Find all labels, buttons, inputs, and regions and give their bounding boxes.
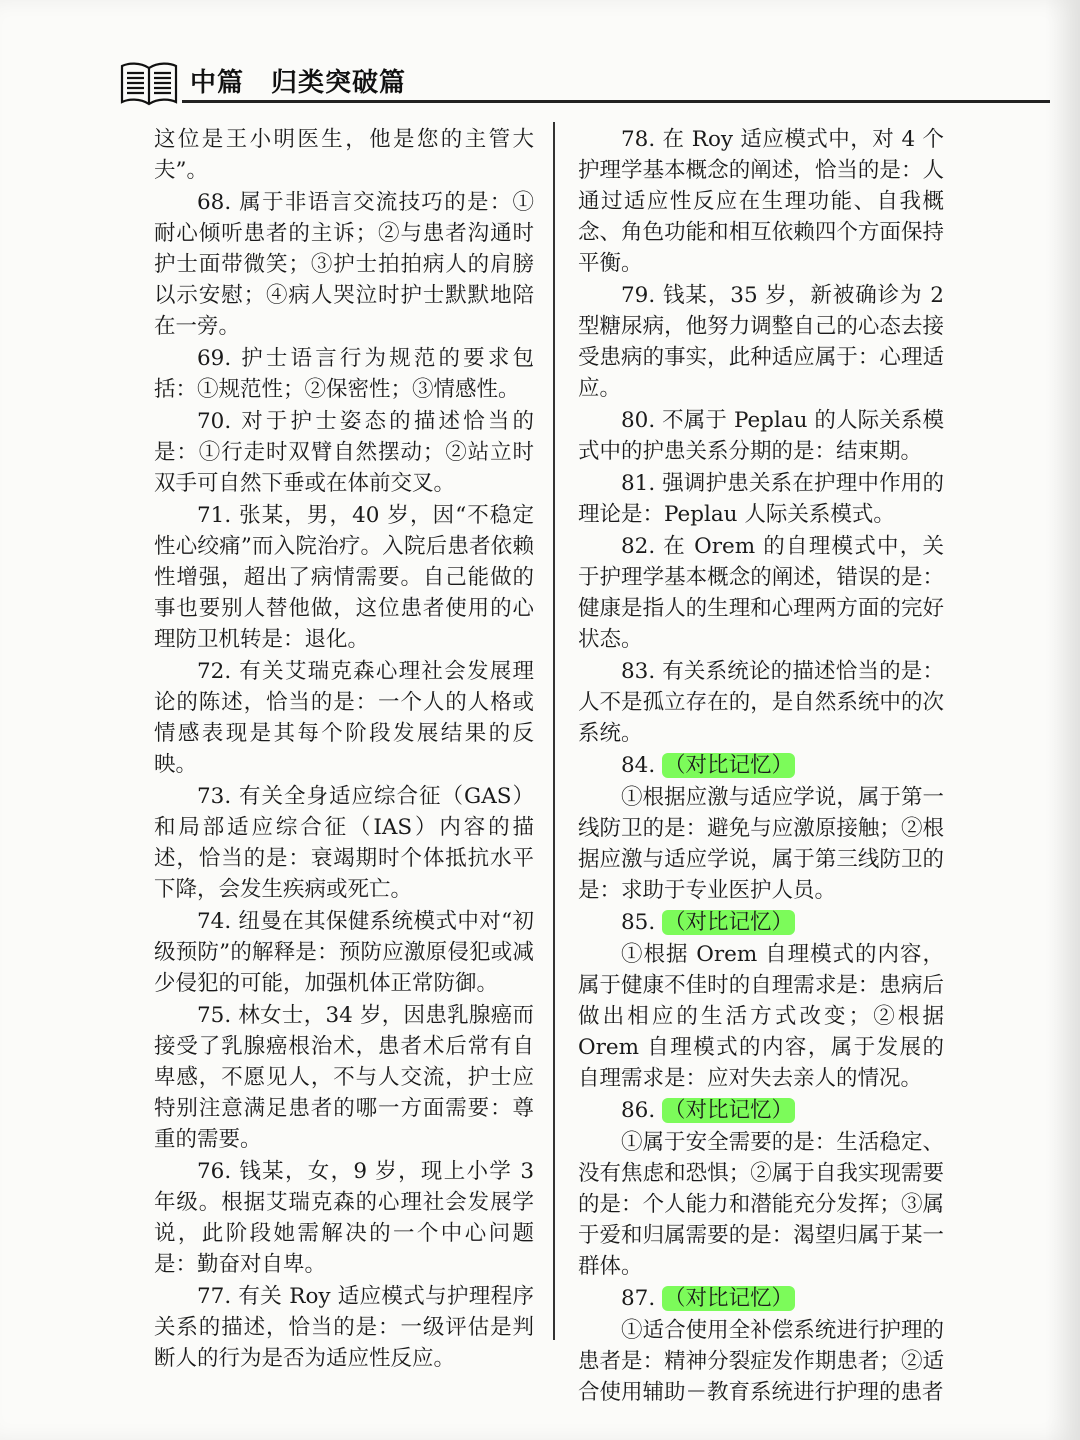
question-number: 81. [621, 471, 663, 496]
question-number: 71. [197, 503, 240, 528]
question-item [154, 343, 534, 405]
question-item [578, 1127, 944, 1282]
question-item [578, 1315, 944, 1408]
question-item [578, 468, 944, 530]
header-rule [182, 100, 1050, 103]
question-item [578, 750, 944, 781]
compare-memory-tag: （对比记忆） [664, 1098, 794, 1123]
compare-memory-tag: （对比记忆） [664, 910, 794, 935]
question-text: 护士语言行为规范的要求包括：①规范性；②保密性；③情感性。 [154, 346, 534, 402]
question-number: 68. [197, 190, 240, 215]
question-text: 林女士，34 岁，因患乳腺癌而接受了乳腺癌根治术，患者术后常有自卑感，不愿见人，不与人交流，护士应特别注意满足患者的哪一方面需要：尊重的需要。 [154, 1003, 534, 1152]
question-text: 这位是王小明医生，他是您的主管大夫”。 [154, 127, 534, 183]
question-item [154, 124, 534, 186]
question-text: 有关全身适应综合征（GAS）和局部适应综合征（IAS）内容的描述，恰当的是：衰竭期时个体抵抗水平下降，会发生疾病或死亡。 [154, 784, 534, 902]
question-text: 有关 Roy 适应模式与护理程序关系的描述，恰当的是：一级评估是判断人的行为是否为适应性反应。 [154, 1284, 534, 1371]
page-edge-shadow [1044, 0, 1080, 1440]
question-number: 87. [621, 1286, 663, 1311]
question-item [154, 906, 534, 999]
question-text: 钱某，女，9 岁，现上小学 3 年级。根据艾瑞克森的心理社会发展学说，此阶段她需解决的一个中心问题是：勤奋对自卑。 [154, 1159, 534, 1277]
question-number: 74. [197, 909, 239, 934]
question-number: 69. [197, 346, 242, 371]
question-item [578, 531, 944, 655]
question-item [154, 500, 534, 655]
question-number: 82. [621, 534, 664, 559]
question-text: ①根据 Orem 自理模式的内容，属于健康不佳时的自理需求是：患病后做出相应的生活方式改变；②根据 Orem 自理模式的内容，属于发展的自理需求是：应对失去亲人的情况。 [578, 942, 944, 1091]
book-icon [120, 60, 178, 106]
question-text: 不属于 Peplau 的人际关系模式中的护患关系分期的是：结束期。 [578, 408, 945, 464]
right-column [578, 124, 944, 1409]
question-text: 张某，男，40 岁，因“不稳定性心绞痛”而入院治疗。入院后患者依赖性增强，超出了病情需要。自己能做的事也要别人替他做，这位患者使用的心理防卫机转是：退化。 [154, 503, 534, 652]
question-number: 73. [197, 784, 240, 809]
question-item [154, 1000, 534, 1155]
question-text: ①属于安全需要的是：生活稳定、没有焦虑和恐惧；②属于自我实现需要的是：个人能力和潜能充分发挥；③属于爱和归属需要的是：渴望归属于某一群体。 [578, 1130, 944, 1279]
question-text: ①根据应激与适应学说，属于第一线防卫的是：避免与应激原接触；②根据应激与适应学说，属于第三线防卫的是：求助于专业医护人员。 [578, 785, 944, 903]
question-number: 86. [621, 1098, 663, 1123]
question-number: 83. [621, 659, 663, 684]
question-number: 72. [197, 659, 240, 684]
question-item [578, 280, 944, 404]
question-item [154, 406, 534, 499]
question-number: 84. [621, 753, 663, 778]
question-item [154, 781, 534, 905]
question-number: 75. [197, 1003, 239, 1028]
question-text: 在 Orem 的自理模式中，关于护理学基本概念的阐述，错误的是：健康是指人的生理和心理两方面的完好状态。 [578, 534, 944, 652]
question-number: 79. [621, 283, 663, 308]
question-text: 强调护患关系在护理中作用的理论是：Peplau 人际关系模式。 [578, 471, 944, 527]
question-item [578, 782, 944, 906]
question-text: 对于护士姿态的描述恰当的是：①行走时双臂自然摆动；②站立时双手可自然下垂或在体前交叉。 [154, 409, 534, 496]
question-text: 有关艾瑞克森心理社会发展理论的陈述，恰当的是：一个人的人格或情感表现是其每个阶段发展结果的反映。 [154, 659, 534, 777]
question-item [578, 907, 944, 938]
question-item [578, 656, 944, 749]
question-text: 属于非语言交流技巧的是：①耐心倾听患者的主诉；②与患者沟通时护士面带微笑；③护士拍拍病人的肩膀以示安慰；④病人哭泣时护士默默地陪在一旁。 [154, 190, 534, 339]
compare-memory-tag: （对比记忆） [664, 1286, 794, 1311]
question-item [154, 1156, 534, 1280]
question-item [578, 124, 944, 279]
question-text: 在 Roy 适应模式中，对 4 个护理学基本概念的阐述，恰当的是：人通过适应性反应在生理功能、自我概念、角色功能和相互依赖四个方面保持平衡。 [578, 127, 945, 276]
section-title: 中篇 归类突破篇 [190, 68, 407, 98]
question-text: ①适合使用全补偿系统进行护理的患者是：精神分裂症发作期患者；②适合使用辅助－教育系统进行护理的患者 [578, 1318, 944, 1405]
left-column [154, 124, 534, 1375]
question-text: 纽曼在其保健系统模式中对“初级预防”的解释是：预防应激原侵犯或减少侵犯的可能，加强机体正常防御。 [154, 909, 534, 996]
question-number: 80. [621, 408, 663, 433]
question-number: 70. [197, 409, 242, 434]
column-divider [553, 122, 555, 1340]
question-item [154, 187, 534, 342]
question-number: 76. [197, 1159, 240, 1184]
question-text: 钱某，35 岁，新被确诊为 2 型糖尿病，他努力调整自己的心态去接受患病的事实，此种适应属于：心理适应。 [578, 283, 944, 401]
question-item [578, 1283, 944, 1314]
question-item [578, 939, 944, 1094]
question-number: 78. [621, 127, 663, 152]
question-item [578, 1095, 944, 1126]
question-number: 85. [621, 910, 663, 935]
question-item [578, 405, 944, 467]
question-number: 77. [197, 1284, 239, 1309]
compare-memory-tag: （对比记忆） [664, 753, 794, 778]
question-text: 有关系统论的描述恰当的是：人不是孤立存在的，是自然系统中的次系统。 [578, 659, 944, 746]
question-item [154, 656, 534, 780]
page-header [120, 58, 1050, 108]
question-item [154, 1281, 534, 1374]
